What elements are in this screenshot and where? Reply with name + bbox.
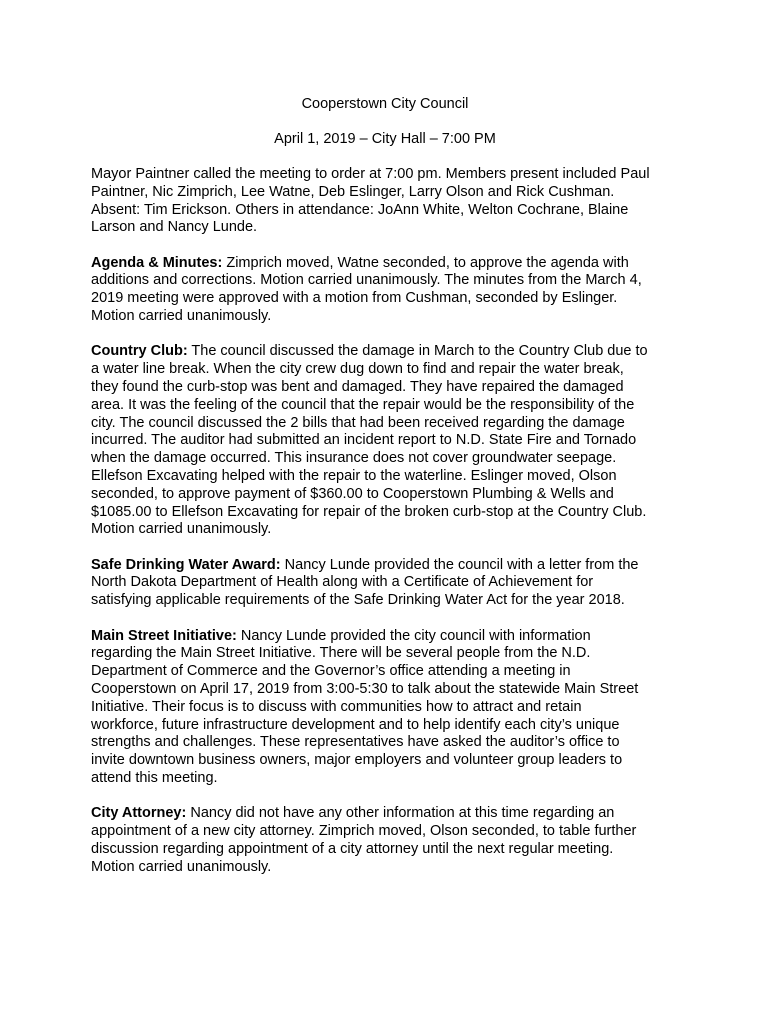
paragraph-heading: Main Street Initiative: — [91, 627, 237, 644]
paragraph-text: Nancy Lunde provided the council with a letter from the North Dakota Department of Health along with a Certificate of Achievement for satisfying applicable requirements of the Safe Drinking Water Act for the year 2018. — [91, 556, 639, 609]
paragraph-safe-drinking-water — [91, 557, 687, 610]
paragraph-heading: Agenda & Minutes: — [91, 254, 223, 271]
paragraph-heading: Safe Drinking Water Award: — [91, 556, 281, 573]
paragraph-text: Mayor Paintner called the meeting to order at 7:00 pm. Members present included Paul Paintner, Nic Zimprich, Lee Watne, Deb Eslinger, Larry Olson and Rick Cushman. Absent: Tim Erickson. Others in attendance: JoAnn White, Welton Cochrane, Blaine Larson and Nancy Lunde. — [91, 166, 650, 236]
paragraph-heading: Country Club: — [91, 343, 188, 360]
document-title: Cooperstown City Council — [301, 96, 469, 112]
paragraph-country-club — [91, 343, 687, 539]
paragraph-text: Nancy Lunde provided the city council with information regarding the Main Street Initiative. There will be several people from the N.D. Department of Commerce and the Governor’s office attending a meeting in Cooperstown on April 17, 2019 from 3:00-5:30 to talk about the statewide Main Street Initiative. Their focus is to discuss with communities how to attract and retain workforce, future infrastructure development and to help identify each city’s unique strengths and challenges. These representatives have asked the auditor’s office to invite downtown business owners, major employers and volunteer group leaders to attend this meeting. — [91, 627, 639, 786]
minutes-body — [91, 166, 687, 894]
paragraph-heading: City Attorney: — [91, 805, 187, 822]
paragraph-text: The council discussed the damage in March to the Country Club due to a water line break. When the city crew dug down to find and repair the water break, they found the curb-stop was bent and damaged. They have repaired the damaged area. It was the feeling of the council that the repair would be the responsibility of the city. The council discussed the 2 bills that had been received regarding the damage incurred. The auditor had submitted an incident report to N.D. State Fire and Tornado when the damage occurred. This insurance does not cover groundwater seepage. Ellefson Excavating helped with the repair to the waterline. Eslinger moved, Olson seconded, to approve payment of $360.00 to Cooperstown Plumbing & Wells and $1085.00 to Ellefson Excavating for repair of the broken curb-stop at the Country Club. Motion carried unanimously. — [91, 343, 648, 538]
paragraph-call-to-order — [91, 166, 687, 237]
paragraph-text: Zimprich moved, Watne seconded, to approve the agenda with additions and corrections. Motion carried unanimously. The minutes from the March 4, 2019 meeting were approved with a motion from Cushman, seconded by Eslinger. Motion carried unanimously. — [91, 254, 642, 325]
meeting-date-line: April 1, 2019 – City Hall – 7:00 PM — [274, 131, 496, 147]
paragraph-text: Nancy did not have any other information at this time regarding an appointment of a new city attorney. Zimprich moved, Olson seconded, to table further discussion regarding appointment of a city attorney until the next regular meeting. Motion carried unanimously. — [91, 805, 637, 875]
paragraph-agenda-minutes — [91, 255, 687, 326]
paragraph-main-street — [91, 628, 687, 788]
paragraph-city-attorney — [91, 805, 687, 876]
